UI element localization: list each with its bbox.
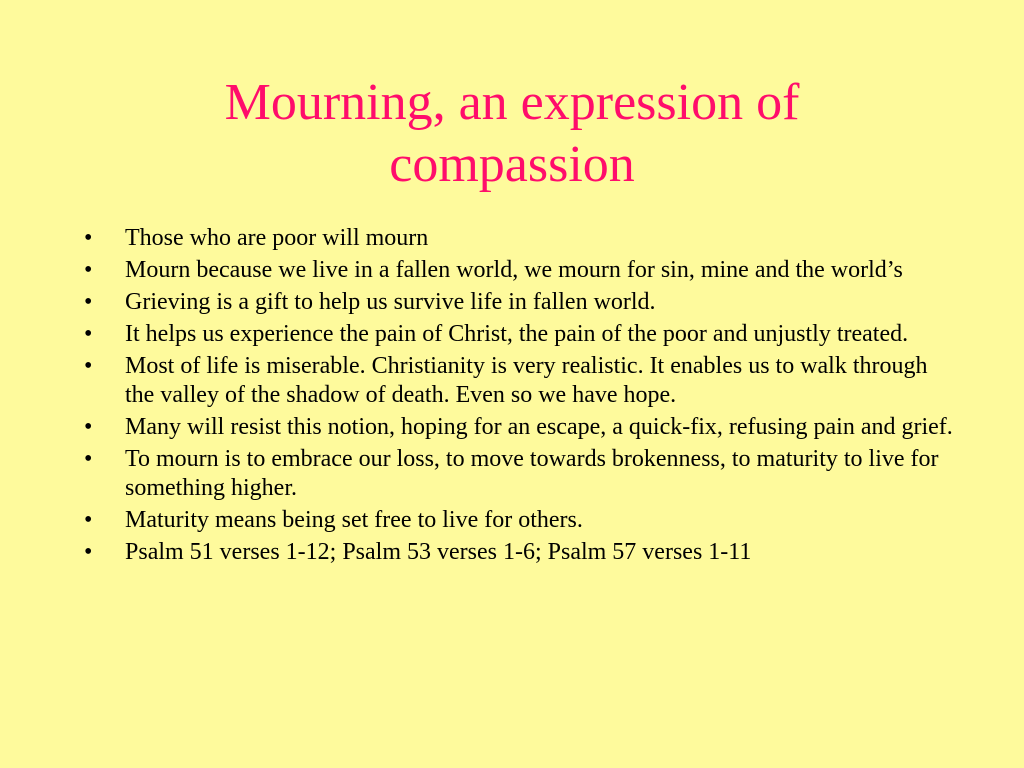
bullet-text: Most of life is miserable. Christianity is very realistic. It enables us to walk through the valley of the shadow of death. Even so we have hope. <box>125 353 928 408</box>
bullet-icon: • <box>84 414 93 440</box>
bullet-icon: • <box>84 257 93 283</box>
bullet-icon: • <box>84 321 93 347</box>
bullet-icon: • <box>84 289 93 315</box>
bullet-icon: • <box>84 539 93 565</box>
bullet-icon: • <box>84 225 93 251</box>
bullet-icon: • <box>84 353 93 379</box>
bullet-text: To mourn is to embrace our loss, to move towards brokenness, to maturity to live for something higher. <box>125 446 939 501</box>
bullet-text: It helps us experience the pain of Christ, the pain of the poor and unjustly treated. <box>125 321 909 347</box>
bullet-item <box>84 538 954 567</box>
bullet-item <box>84 288 954 317</box>
bullet-text: Many will resist this notion, hoping for an escape, a quick-fix, refusing pain and grief. <box>125 414 953 440</box>
bullet-text: Those who are poor will mourn <box>125 225 429 251</box>
bullet-item <box>84 224 954 253</box>
bullet-text: Maturity means being set free to live for others. <box>125 507 583 533</box>
bullet-icon: • <box>84 446 93 472</box>
bullet-item <box>84 445 954 503</box>
bullet-list <box>84 224 954 570</box>
bullet-icon: • <box>84 507 93 533</box>
bullet-text: Psalm 51 verses 1-12; Psalm 53 verses 1-6; Psalm 57 verses 1-11 <box>125 539 752 565</box>
bullet-text: Grieving is a gift to help us survive life in fallen world. <box>125 289 656 315</box>
bullet-item <box>84 413 954 442</box>
bullet-item <box>84 256 954 285</box>
bullet-text: Mourn because we live in a fallen world, we mourn for sin, mine and the world’s <box>125 257 903 283</box>
slide-title: Mourning, an expression of compassion <box>224 74 800 193</box>
bullet-item <box>84 352 954 410</box>
bullet-item <box>84 506 954 535</box>
bullet-item <box>84 320 954 349</box>
